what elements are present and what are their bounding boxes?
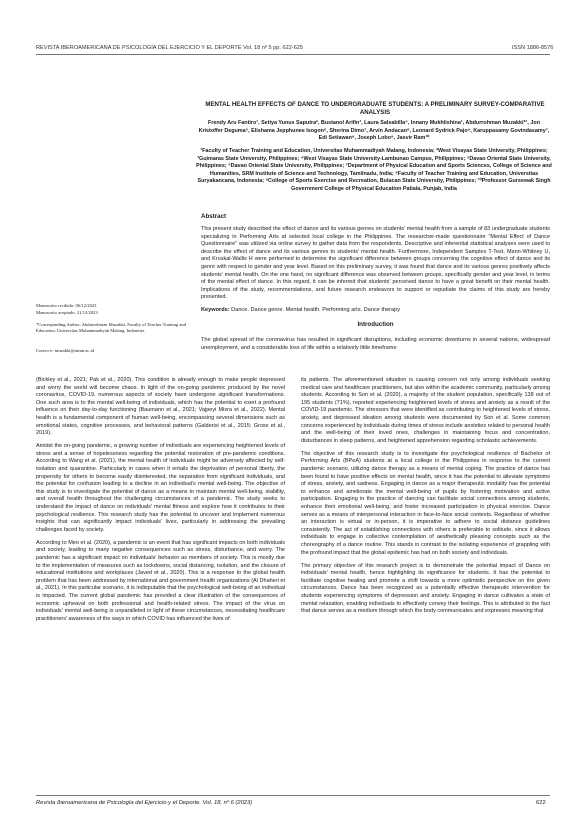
journal-header: REVISTA IBEROAMERICANA DE PSICOLOGÍA DEL EJERCICIO Y EL DEPORTE Vol. 18 nº 5 pp. 622-625 — [36, 45, 304, 51]
keywords — [201, 307, 550, 313]
received-date: Manuscrito recibido: 06/12/2023 — [36, 303, 97, 308]
corresponding-author: *Corresponding Author: Abdurrohman Muzakki, Faculty of Teacher Training and Education, Universitas Muhammadiyah Malang, Indonesia — [36, 322, 187, 334]
footer-citation: Revista Iberoamericana de Psicología del Ejercicio y el Deporte. Vol. 18, nº 6 (2023) — [36, 800, 253, 806]
article-title: MENTAL HEALTH EFFECTS OF DANCE TO UNDERGRADUATE STUDENTS: A PRELIMINARY SURVEY-COMPARATIVE ANALYSIS — [205, 101, 545, 116]
accepted-date: Manuscrito aceptado: 21/12/2023 — [36, 310, 98, 315]
issn: ISSN 1886-8576 — [512, 45, 554, 51]
body-column-right — [301, 377, 550, 621]
author-email: Correo-e: muzakki@umm.ac.id — [36, 348, 95, 353]
header-rule — [36, 54, 550, 55]
abstract-heading: Abstract — [201, 213, 227, 220]
body-column-left — [36, 377, 285, 629]
page-number: 622 — [536, 800, 546, 806]
paragraph: (Bickley et al., 2021; Pak et al., 2020). This condition is already enough to make people depressed and worry the world will become chaos. In light of the on-going pandemic produced by the novel coronavirus, COVID-19, numerous aspects of society have undergone significant transformations. One such area is to the mental well-being of individuals, which has the potential to exert a profound influence on their day-to-day functioning (Baumann et al., 2021; Vajpeyi Misra et al., 2022). Mental health is a fundamental component of human well-being, encompassing several dimensions such as emotional states, cognitive processes, and behavioral patterns (Galderisi et al., 2015; Gross et al., 2019). — [36, 377, 285, 437]
introduction-paragraph: The global spread of the coronavirus has resulted in significant disruptions, including economic downturns in several nations, widespread unemployment, and a considerable loss of life within a relatively little timeframe — [201, 337, 550, 351]
keywords-list: Dance. Dance genre. Mental health. Performing arts. Dance therapy — [231, 307, 401, 313]
paragraph: According to Meo et al. (2020), a pandemic is an event that has significant impacts on both individuals and society, leading to many negative consequences such as stress, disturbance, and worry. The pandemic has a significant impact on individuals' behavior as members of society. This is mostly due to the implementation of measures such as lockdowns, social distancing, isolation, and the closure of educational institutions and workplaces (Javed et al., 2020). This is a response to the global health problem that has been addressed by international and government health organizations (Al Dhaheri et al., 2021). In this particular scenario, it is indisputable that the psychological well-being of an individual is impacted. The current global pandemic has provided a clear illustration of the consequences of economic upheaval on both professional and health-related stress. The impact of the virus on individuals' mental well-being is unparalleled in light of these circumstances, necessitating healthcare practitioners' awareness of the ways in which COVID has influenced the lives of — [36, 539, 285, 622]
paragraph: The objective of this research study is to investigate the psychological resilience of Bachelor of Performing Arts (BPeA) students at a local college in the Philippines in response to the current pandemic scenario, utilizing dance therapy as a means of mental coping. The practice of dance has been found to have positive effects on mental health, since it has the potential to alleviate symptoms of stress, anxiety, and sadness. Engaging in dance as a major therapeutic modality has the potential to enhance and ameliorate the mental well-being of pupils by fostering motivation and active participation. Engaging in the practice of dancing can facilitate social connections among students, enhance their emotional well-being, and foster increased participation in physical exercise. Dance serves as a means of interpersonal interaction in face-to-face social contexts. Regardless of whether an interaction is virtual or in-person, it is imperative to adhere to social distance guidelines consistently. The act of establishing connections with others is preferable to solitude, since it allows individuals to engage in collective contemplation of aesthetically pleasing concepts such as the choreography of a dance routine. This stands in contrast to the isolating experience of grappling with the profound impact that the global epidemic has had on both society and individuals. — [301, 450, 550, 556]
keywords-label: Keywords: — [201, 307, 230, 313]
abstract-text: This present study described the effect of dance and its various genres on students' mental health from a sample of 83 undergraduate students specializing in Performing Arts at selected local college in the Philippines. The researcher-made questionnaire "Mental Effect of Dance Questionnaire" was utilized via online survey to gather data from the respondents. Descriptive and inferential statistical analyses were used to describe the effect of dance and its various genres to students' mental health. Furthermore, Independent Samples T-Test, Mann-Whitney U, and Kruskal-Wallis H were performed to determine the significant difference between groups concerning the cognitive effect of dance and its genre with respect to gender and year level. Based on this preliminary survey, it was found that dance and its various genres positively affects students' mental health. On the one hand, no significant difference was observed between groups, specifically gender and year level, in terms of the mental effect of dance. In this regard, it can be inferred that students' perceived dance to have a great benefit on their mental health. Implications of the study, recommendations, and future research endeavors to support or repudiate the claims of this study are hereby presented. — [201, 226, 550, 301]
paragraph: its patients. The aforementioned situation is causing concern not only among individuals seeking medical care and healthcare practitioners, but also within the academic community, particularly among students. According to Son et al. (2020), a majority of the student population, specifically 138 out of 195 students (71%), reported experiencing heightened levels of stress and anxiety as a result of the COVID-19 pandemic. The stressors that were identified as contributing to heightened levels of stress, anxiety, and depressed ideation among students were documented by Son et al. Some common concerns experienced by individuals during times of stress include anxieties related to personal health and the well-being of their loved ones, challenges in maintaining focus and concentration, disturbances in sleep patterns, and heightened apprehension regarding scholastic achievements. — [301, 377, 550, 444]
paragraph: The primary objective of this research project is to demonstrate the potential impact of Dance on individuals' mental health, hence highlighting its significance for students. It has the potential to facilitate cognitive healing and promote a shift towards a more optimistic perspective on the given circumstances. Dance has been recognized as a potentially effective therapeutic intervention for students experiencing symptoms of depression and anxiety. Engaging in dance cultivates a state of mental relaxation, enabling individuals to effectively convey their feelings. This is attributed to the fact that dance serves as a medium through which the body communicates and expresses meaning that — [301, 562, 550, 615]
author-list: Frendy Aru Fantiro¹, Setiya Yunus Saputra², Bustanol Arifin³, Laura Salsabilla⁴, Innany Mukhlishina¹, Abdurrohman Muzakki*¹, Jon Kristoffer Deguma⁵, Elishama Jepphunee Isogon⁶, Sherina Dimo⁷, Arvin Andacao⁸, Leonard Sydrick Pajo⁹, Karuppasamy Govindasamy⁷, Edi Setiawan⁹, Joseph Lobo⁹, Jasvir Ram¹⁰ — [198, 120, 550, 142]
paragraph: Amidst the on-going pandemic, a growing number of individuals are experiencing heightened levels of stress and a sense of hopelessness regarding the potential restoration of pre-pandemic conditions. According to Wang et al. (2021), the mental health of individuals might be adversely affected by self-isolation and quarantine. Particularly in cases when it entails the deprivation of personal liberty, the propensity for others to become easily disinterested, the separation from significant individuals, and the potential for confusion leading to a decline in an individual's mental well-being. The objective of this study is to investigate the potential of dance as a means to maintain mental well-being, stability, and overall health throughout the challenging circumstances of a pandemic. The study seeks to understand the impact of dance on individuals' mental fitness and explore how it contributes to their psychological resilience. This research study has the potential to uncover and implement numerous insights that can significantly impact individuals' lives, particularly in addressing the prevailing challenges faced by society. — [36, 443, 285, 533]
introduction-heading: Introduction — [357, 321, 394, 328]
footer-rule — [36, 795, 550, 796]
affiliations: ¹Faculty of Teacher Training and Education, Universitas Muhammadiyah Malang, Indonesia; ²West Visayas State University, Philippines; ³Guimaras State University, Philippines; ⁴West Visayas State University-Lambunao Campus, Philippines; ⁵Davao Oriental State University, Philippines; ⁶Davao Oriental State University, Philippines; ⁷Department of Physical Education and Sports Sciences, College of Science and Humanities, SRM Institute of Science and Technology, Tamilnadu, India; ⁸Faculty of Teacher Training and Education, Universitas Suryakancana, Indonesia; ⁹College of Sports Exercise and Recreation, Bulacan State University, Philippines; ¹⁰Professor Gursewak Singh Government College of Physical Education Patiala, Punjab, India — [196, 148, 552, 192]
